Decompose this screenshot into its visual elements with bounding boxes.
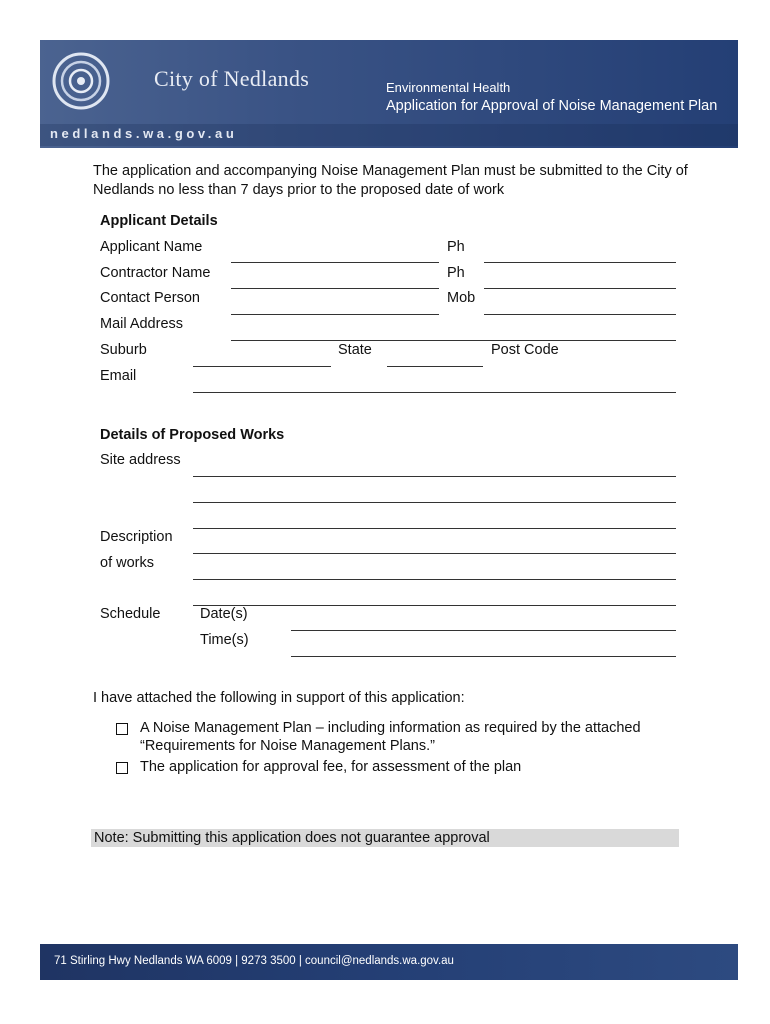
- contractor-name-label: Contractor Name: [100, 265, 211, 281]
- mobile-field[interactable]: [484, 314, 676, 315]
- site-address-field[interactable]: [193, 502, 676, 503]
- applicant-phone-field[interactable]: [484, 262, 676, 263]
- intro-text: The application and accompanying Noise Management Plan must be submitted to the City of Nedlands no less than 7 days prior to the proposed date of work: [93, 163, 688, 198]
- applicant-heading: Applicant Details: [100, 213, 218, 229]
- suburb-field[interactable]: [193, 366, 331, 367]
- postcode-label: Post Code: [491, 342, 559, 358]
- phone-label: Ph: [447, 239, 465, 255]
- footer-contact: 71 Stirling Hwy Nedlands WA 6009 | 9273 3500 | council@nedlands.wa.gov.au: [54, 955, 454, 967]
- form-title: Application for Approval of Noise Management Plan: [386, 98, 718, 114]
- applicant-name-field[interactable]: [231, 262, 439, 263]
- noise-plan-option-line-1: A Noise Management Plan – including information as required by the attached: [140, 720, 641, 736]
- contractor-name-field[interactable]: [231, 288, 439, 289]
- applicant-name-label: Applicant Name: [100, 239, 203, 255]
- attachments-intro: I have attached the following in support of this application:: [93, 690, 465, 706]
- works-heading: Details of Proposed Works: [100, 427, 285, 443]
- noise-plan-checkbox[interactable]: [116, 723, 128, 735]
- noise-plan-option-label: [140, 719, 641, 755]
- swirl-logo-icon: [50, 50, 112, 112]
- description-label-cont: of works: [100, 555, 154, 571]
- dates-label: Date(s): [200, 606, 248, 622]
- fee-checkbox[interactable]: [116, 762, 128, 774]
- mobile-label: Mob: [447, 290, 476, 306]
- schedule-label: Schedule: [100, 606, 161, 622]
- mail-address-field[interactable]: [231, 340, 676, 341]
- header-banner: [40, 40, 738, 148]
- email-field[interactable]: [193, 392, 676, 393]
- website-link[interactable]: nedlands.wa.gov.au: [50, 126, 238, 141]
- description-field[interactable]: [193, 605, 676, 606]
- org-name: City of Nedlands: [154, 66, 310, 91]
- dates-field[interactable]: [291, 630, 676, 631]
- site-address-label: Site address: [100, 452, 181, 468]
- state-field[interactable]: [387, 366, 483, 367]
- contact-person-label: Contact Person: [100, 290, 200, 306]
- department-name: Environmental Health: [386, 80, 511, 95]
- footer-bar: [40, 944, 738, 980]
- website-bar: [40, 124, 738, 146]
- email-label: Email: [100, 368, 137, 384]
- fee-option-label: The application for approval fee, for assessment of the plan: [140, 759, 522, 775]
- state-label: State: [338, 342, 372, 358]
- contact-person-field[interactable]: [231, 314, 439, 315]
- phone-label: Ph: [447, 265, 465, 281]
- description-field[interactable]: [193, 553, 676, 554]
- description-label: Description: [100, 529, 173, 545]
- approval-note: Note: Submitting this application does not guarantee approval: [91, 829, 679, 847]
- contractor-phone-field[interactable]: [484, 288, 676, 289]
- site-address-field[interactable]: [193, 476, 676, 477]
- times-label: Time(s): [200, 632, 249, 648]
- noise-plan-option-line-2: “Requirements for Noise Management Plans.”: [140, 738, 435, 754]
- suburb-label: Suburb: [100, 342, 147, 358]
- mail-address-label: Mail Address: [100, 316, 184, 332]
- times-field[interactable]: [291, 656, 676, 657]
- description-field[interactable]: [193, 528, 676, 529]
- description-field[interactable]: [193, 579, 676, 580]
